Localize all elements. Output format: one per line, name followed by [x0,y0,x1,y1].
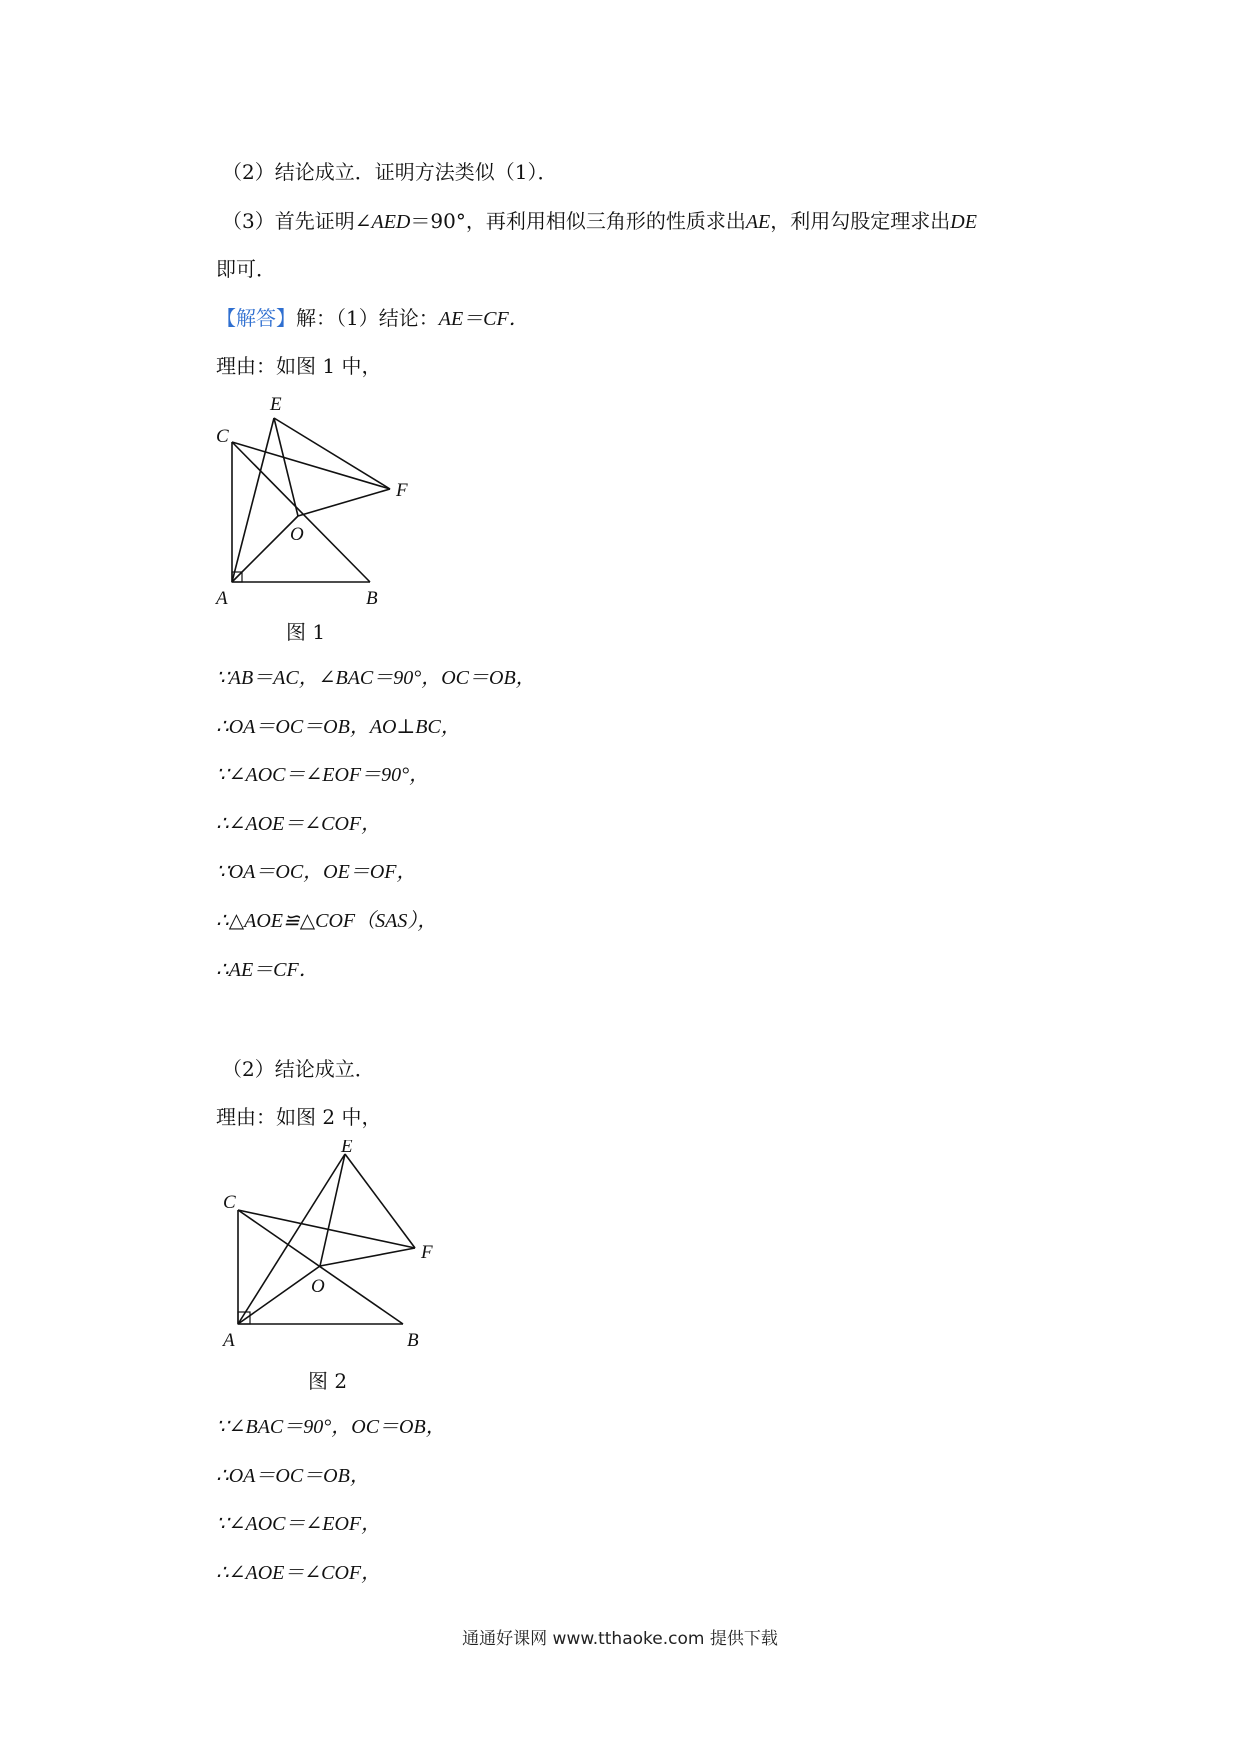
answer-header: 【解答】解：（1）结论：AE＝CF． [216,306,529,330]
proof-step: ∴OA＝OC＝OB， [216,1464,370,1487]
segment-ef [345,1154,415,1248]
label-a: A [216,588,228,609]
figure-2-caption: 图 2 [308,1369,348,1393]
label-e: E [270,394,282,415]
label-f: F [396,480,408,501]
hint-part3: （3）首先证明∠AED＝90°，再利用相似三角形的性质求出AE，利用勾股定理求出DE [222,209,977,233]
hint-part3-end: 即可． [216,257,276,281]
proof-step: ∵∠AOC＝∠EOF＝90°， [216,764,430,787]
figure-1-diagram [210,392,430,610]
figure-2 [215,1140,455,1364]
segment-ef [274,418,390,489]
proof-step: ∵∠AOC＝∠EOF， [216,1513,382,1536]
segment-ae [232,418,274,582]
label-o: O [290,524,304,545]
label-o: O [311,1276,325,1297]
segment-of [298,489,390,516]
reason-1: 理由：如图 1 中， [216,354,382,378]
segment-eo [274,418,298,516]
label-b: B [407,1330,419,1351]
segment-of [320,1248,415,1266]
label-a: A [223,1330,235,1351]
proof-step: ∵AB＝AC，∠BAC＝90°，OC＝OB， [216,667,536,689]
label-e: E [341,1140,353,1157]
reason-2: 理由：如图 2 中， [216,1105,382,1129]
segment-eo [320,1154,345,1266]
label-b: B [366,588,378,609]
label-c: C [223,1192,236,1213]
figure-1-caption: 图 1 [286,620,326,644]
proof-step: ∴∠AOE＝∠COF， [216,812,382,835]
answer-tag: 【解答】 [216,306,296,330]
proof-step: ∵∠BAC＝90°，OC＝OB， [216,1416,446,1438]
proof-step: ∵OA＝OC，OE＝OF， [216,861,417,884]
segment-ae [238,1154,345,1324]
part-2-conclusion: （2）结论成立． [222,1057,375,1081]
proof-step: ∴AE＝CF． [216,958,319,981]
proof-step: ∴∠AOE＝∠COF， [216,1561,382,1584]
label-c: C [216,426,229,447]
figure-1 [210,392,430,614]
figure-2-diagram [215,1140,455,1360]
proof-step: ∴△AOE≌△COF（SAS）， [216,910,438,932]
hint-part2: （2）结论成立．证明方法类似（1）． [222,160,558,184]
page-footer: 通通好课网 www.tthaoke.com 提供下载 [462,1629,778,1649]
proof-step: ∴OA＝OC＝OB，AO⊥BC， [216,715,461,738]
label-f: F [421,1242,433,1263]
